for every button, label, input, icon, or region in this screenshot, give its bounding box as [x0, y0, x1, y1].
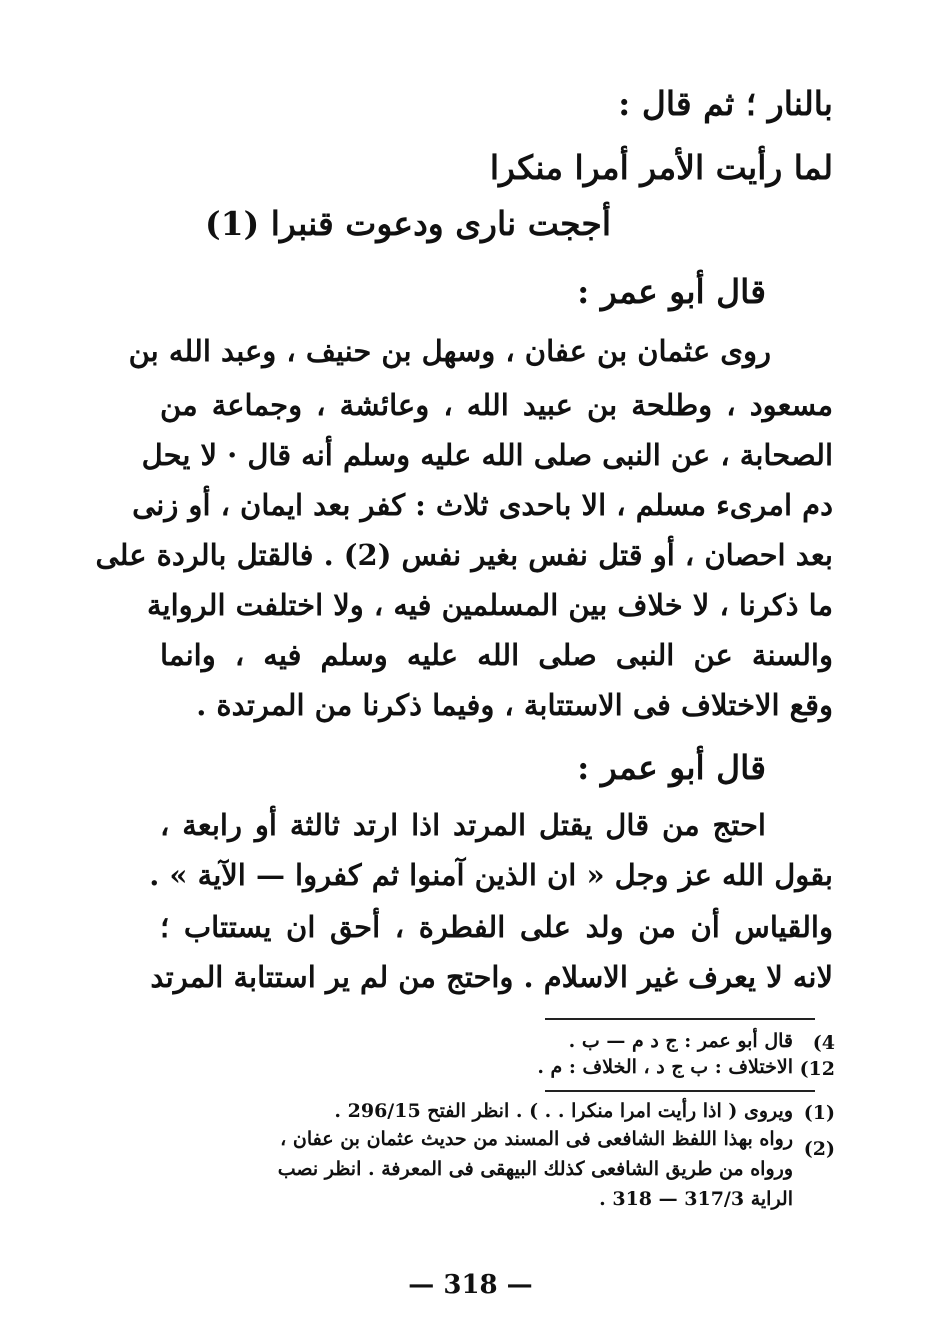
divider [545, 1018, 815, 1020]
text-line: والقياس أن من ولد على الفطرة ، أحق ان يستتاب ؛ [160, 910, 833, 944]
text-line: مسعود ، وطلحة بن عبيد الله ، وعائشة ، وجماعة من [160, 388, 833, 422]
variant-number: (4 [812, 1032, 835, 1054]
section-heading-2: قال أبو عمر : [577, 748, 766, 787]
text-line: احتج من قال يقتل المرتد اذا ارتد ثالثة أو رابعة ، [160, 808, 766, 842]
text-line: وقع الاختلاف فى الاستتابة ، وفيما ذكرنا من المرتدة . [196, 688, 833, 722]
page-number: — 318 — [408, 1270, 533, 1300]
divider [545, 1090, 815, 1092]
poem-verse-1: لما رأيت الأمر أمرا منكرا [489, 148, 833, 187]
text-line: ما ذكرنا ، لا خلاف بين المسلمين فيه ، ولا اختلفت الرواية [147, 588, 833, 622]
footnote-text: ويروى ( اذا رأيت امرا منكرا . . ) . انظر الفتح 296/15 . [334, 1100, 793, 1122]
section-heading-1: قال أبو عمر : [577, 272, 766, 311]
text-line: روى عثمان بن عفان ، وسهل بن حنيف ، وعبد الله بن [128, 334, 771, 368]
variant-note: الاختلاف : ب ج د ، الخلاف : م . [537, 1056, 793, 1078]
text-line: لانه لا يعرف غير الاسلام . واحتج من لم ير استتابة المرتد [150, 960, 833, 994]
footnote-text: الراية 317/3 — 318 . [599, 1188, 793, 1210]
poem-intro: بالنار ؛ ثم قال : [618, 84, 833, 123]
variant-note: قال أبو عمر : ج د م — ب . [568, 1030, 793, 1052]
footnote-text: ورواه من طريق الشافعى كذلك البيهقى فى المعرفة . انظر نصب [277, 1158, 793, 1180]
footnote-number: (1) [803, 1102, 835, 1124]
variant-number: (12 [799, 1058, 835, 1080]
text-line: والسنة عن النبى صلى الله عليه وسلم فيه ، وانما [160, 638, 833, 672]
text-line: دم امرىء مسلم ، الا باحدى ثلاث : كفر بعد ايمان ، أو زنى [132, 488, 833, 522]
text-line: بقول الله عز وجل « ان الذين آمنوا ثم كفروا — الآية » . [149, 858, 833, 892]
text-line: الصحابة ، عن النبى صلى الله عليه وسلم أنه قال · لا يحل [141, 438, 833, 472]
footnote-number: (2) [803, 1138, 835, 1160]
poem-verse-2: أججت نارى ودعوت قنبرا (1) [205, 204, 611, 243]
footnote-text: رواه بهذا اللفظ الشافعى فى المسند من حديث عثمان بن عفان ، [280, 1128, 793, 1150]
text-line: بعد احصان ، أو قتل نفس بغير نفس (2) . فالقتل بالردة على [95, 538, 833, 572]
